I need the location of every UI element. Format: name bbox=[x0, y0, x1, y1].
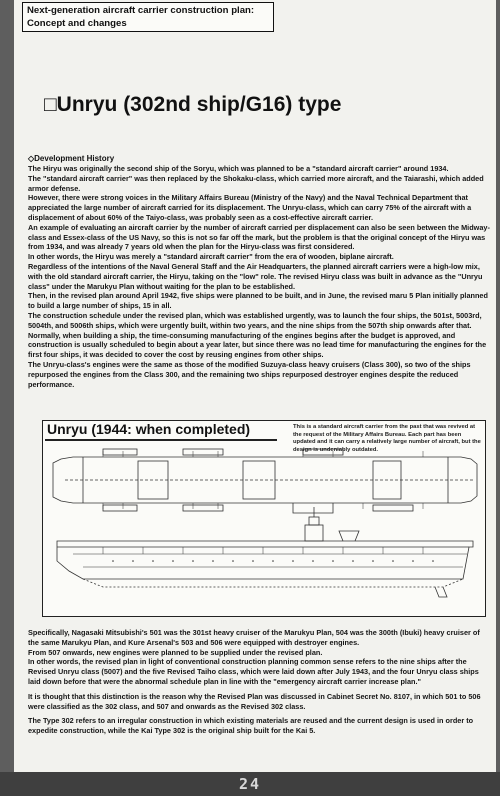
paragraph: An example of evaluating an aircraft carrier by the number of aircraft carried per displacement can also be seen between the Midway-class and Essex-class of the US Navy, so this is not so far off the mark, but the problem is that the original concept of the Hiryu was from 1934, and was already 7 years old when the plan for the Hiryu-class was first considered. bbox=[28, 222, 490, 252]
document-page bbox=[14, 0, 496, 772]
paragraph: Regardless of the intentions of the Naval General Staff and the Air Headquarters, the planned aircraft carriers were a high-low mix, with the old standard aircraft carrier, the Hiryu, taking on the "low" role. The revised Hiryu class was built in advance as the "Unryu class" under the Marukyu Plan without waiting for the plan to be established. bbox=[28, 261, 483, 291]
page-number: 24 bbox=[238, 775, 262, 793]
paragraph: The Unryu-class's engines were the same as those of the modified Suzuya-class heavy cruisers (Class 300), so two of the ships repurposed the engines from the Class 300, and the remaining two ships repurposed destroyer engines despite the reduced performance. bbox=[28, 359, 471, 389]
page-title: □Unryu (302nd ship/G16) type bbox=[44, 93, 342, 116]
paragraph: Specifically, Nagasaki Mitsubishi's 501 was the 301st heavy cruiser of the Marukyu Plan, 504 was the 300th (Ibuki) heavy cruiser of the same Marukyu Plan, and Kure Arsenal's 503 and 506 were equipped with destroyer engines. bbox=[28, 628, 480, 647]
figure-caption: This is a standard aircraft carrier from the past that was revived at the request of the Military Affairs Bureau. Each part has been updated and it can carry a relatively large number of aircraft, but the design is undeniably outdated. bbox=[293, 424, 481, 453]
paragraph: In other words, the revised plan in light of conventional construction planning common sense refers to the nine ships after the Revised Unryu class (5007) and the five Revised Taiho class, which were laid down after July 1943, and the four Unryu class ships laid down before that were the abnormal schedule plan in line with the "emergency aircraft carrier increase plan." bbox=[28, 657, 479, 686]
figure-title-rule bbox=[45, 439, 277, 441]
paragraph: Then, in the revised plan around April 1942, five ships were planned to be built, and in June, the revised maru 5 Plan initially planned to build a large number of ships, 15 in all. bbox=[28, 291, 488, 311]
ship-top-view bbox=[53, 449, 477, 513]
paragraph: From 507 onwards, new engines were planned to be supplied under the revised plan. bbox=[28, 647, 323, 657]
paragraph: However, there were strong voices in the Military Affairs Bureau (Ministry of the Navy) and the Naval Technical Department that appreciated the large number of aircraft carried for its displacement. The Unryu-class, which can carry 75% of the aircraft with a displacement of about 60% of the Taiyo-class, was probably seen as a cost-effective aircraft carrier. bbox=[28, 193, 472, 222]
ship-diagram-figure bbox=[42, 420, 486, 617]
paragraph: In other words, the Hiryu was merely a "standard aircraft carrier" from the era of wooden, biplane aircraft. bbox=[28, 252, 394, 262]
bottom-text bbox=[28, 628, 490, 736]
paragraph: The construction schedule under the revised plan, which was established urgently, was to launch the four ships, the 501st, 5003rd, 5004th, and 5006th ships, which were urgently built, within two years, and the nine ships from the 507th ship onwards after that. Normally, when building a ship, the time-consuming manufacturing of the engines begins after the budget is approved, and construction is usually scheduled to begin about a year later, but since there was no lead time for manufacturing the engines for the first four ships, it was decided to cover the cost by reusing engines from other ships. bbox=[28, 310, 487, 360]
paragraph: The Hiryu was originally the second ship of the Soryu, which was planned to be a "standard aircraft carrier" around 1934. bbox=[28, 164, 449, 173]
paragraph: It is thought that this distinction is the reason why the Revised Plan was discussed in Cabinet Secret No. 8107, in which 501 to 506 were classified as the 302 class, and 507 and onwards as the Revised 302 class. bbox=[28, 691, 481, 711]
section-heading: ◇Development History bbox=[28, 154, 115, 163]
paragraph: The Type 302 refers to an irregular construction in which existing materials are reused and the current design is used in order to expedite construction, while the Kai Type 302 is the original ship built for the Kai 5. bbox=[28, 716, 474, 736]
chapter-header bbox=[22, 2, 274, 32]
paragraph: The "standard aircraft carrier" was then replaced by the Shokaku-class, which carried more aircraft, and the Taiarashi, which added armor defense. bbox=[28, 173, 484, 193]
figure-title: Unryu (1944: when completed) bbox=[47, 421, 251, 437]
chapter-header-line2: Concept and changes bbox=[27, 18, 127, 29]
body-text bbox=[28, 164, 490, 389]
chapter-header-line1: Next-generation aircraft carrier construction plan: bbox=[27, 5, 255, 16]
ship-side-view bbox=[57, 507, 473, 597]
